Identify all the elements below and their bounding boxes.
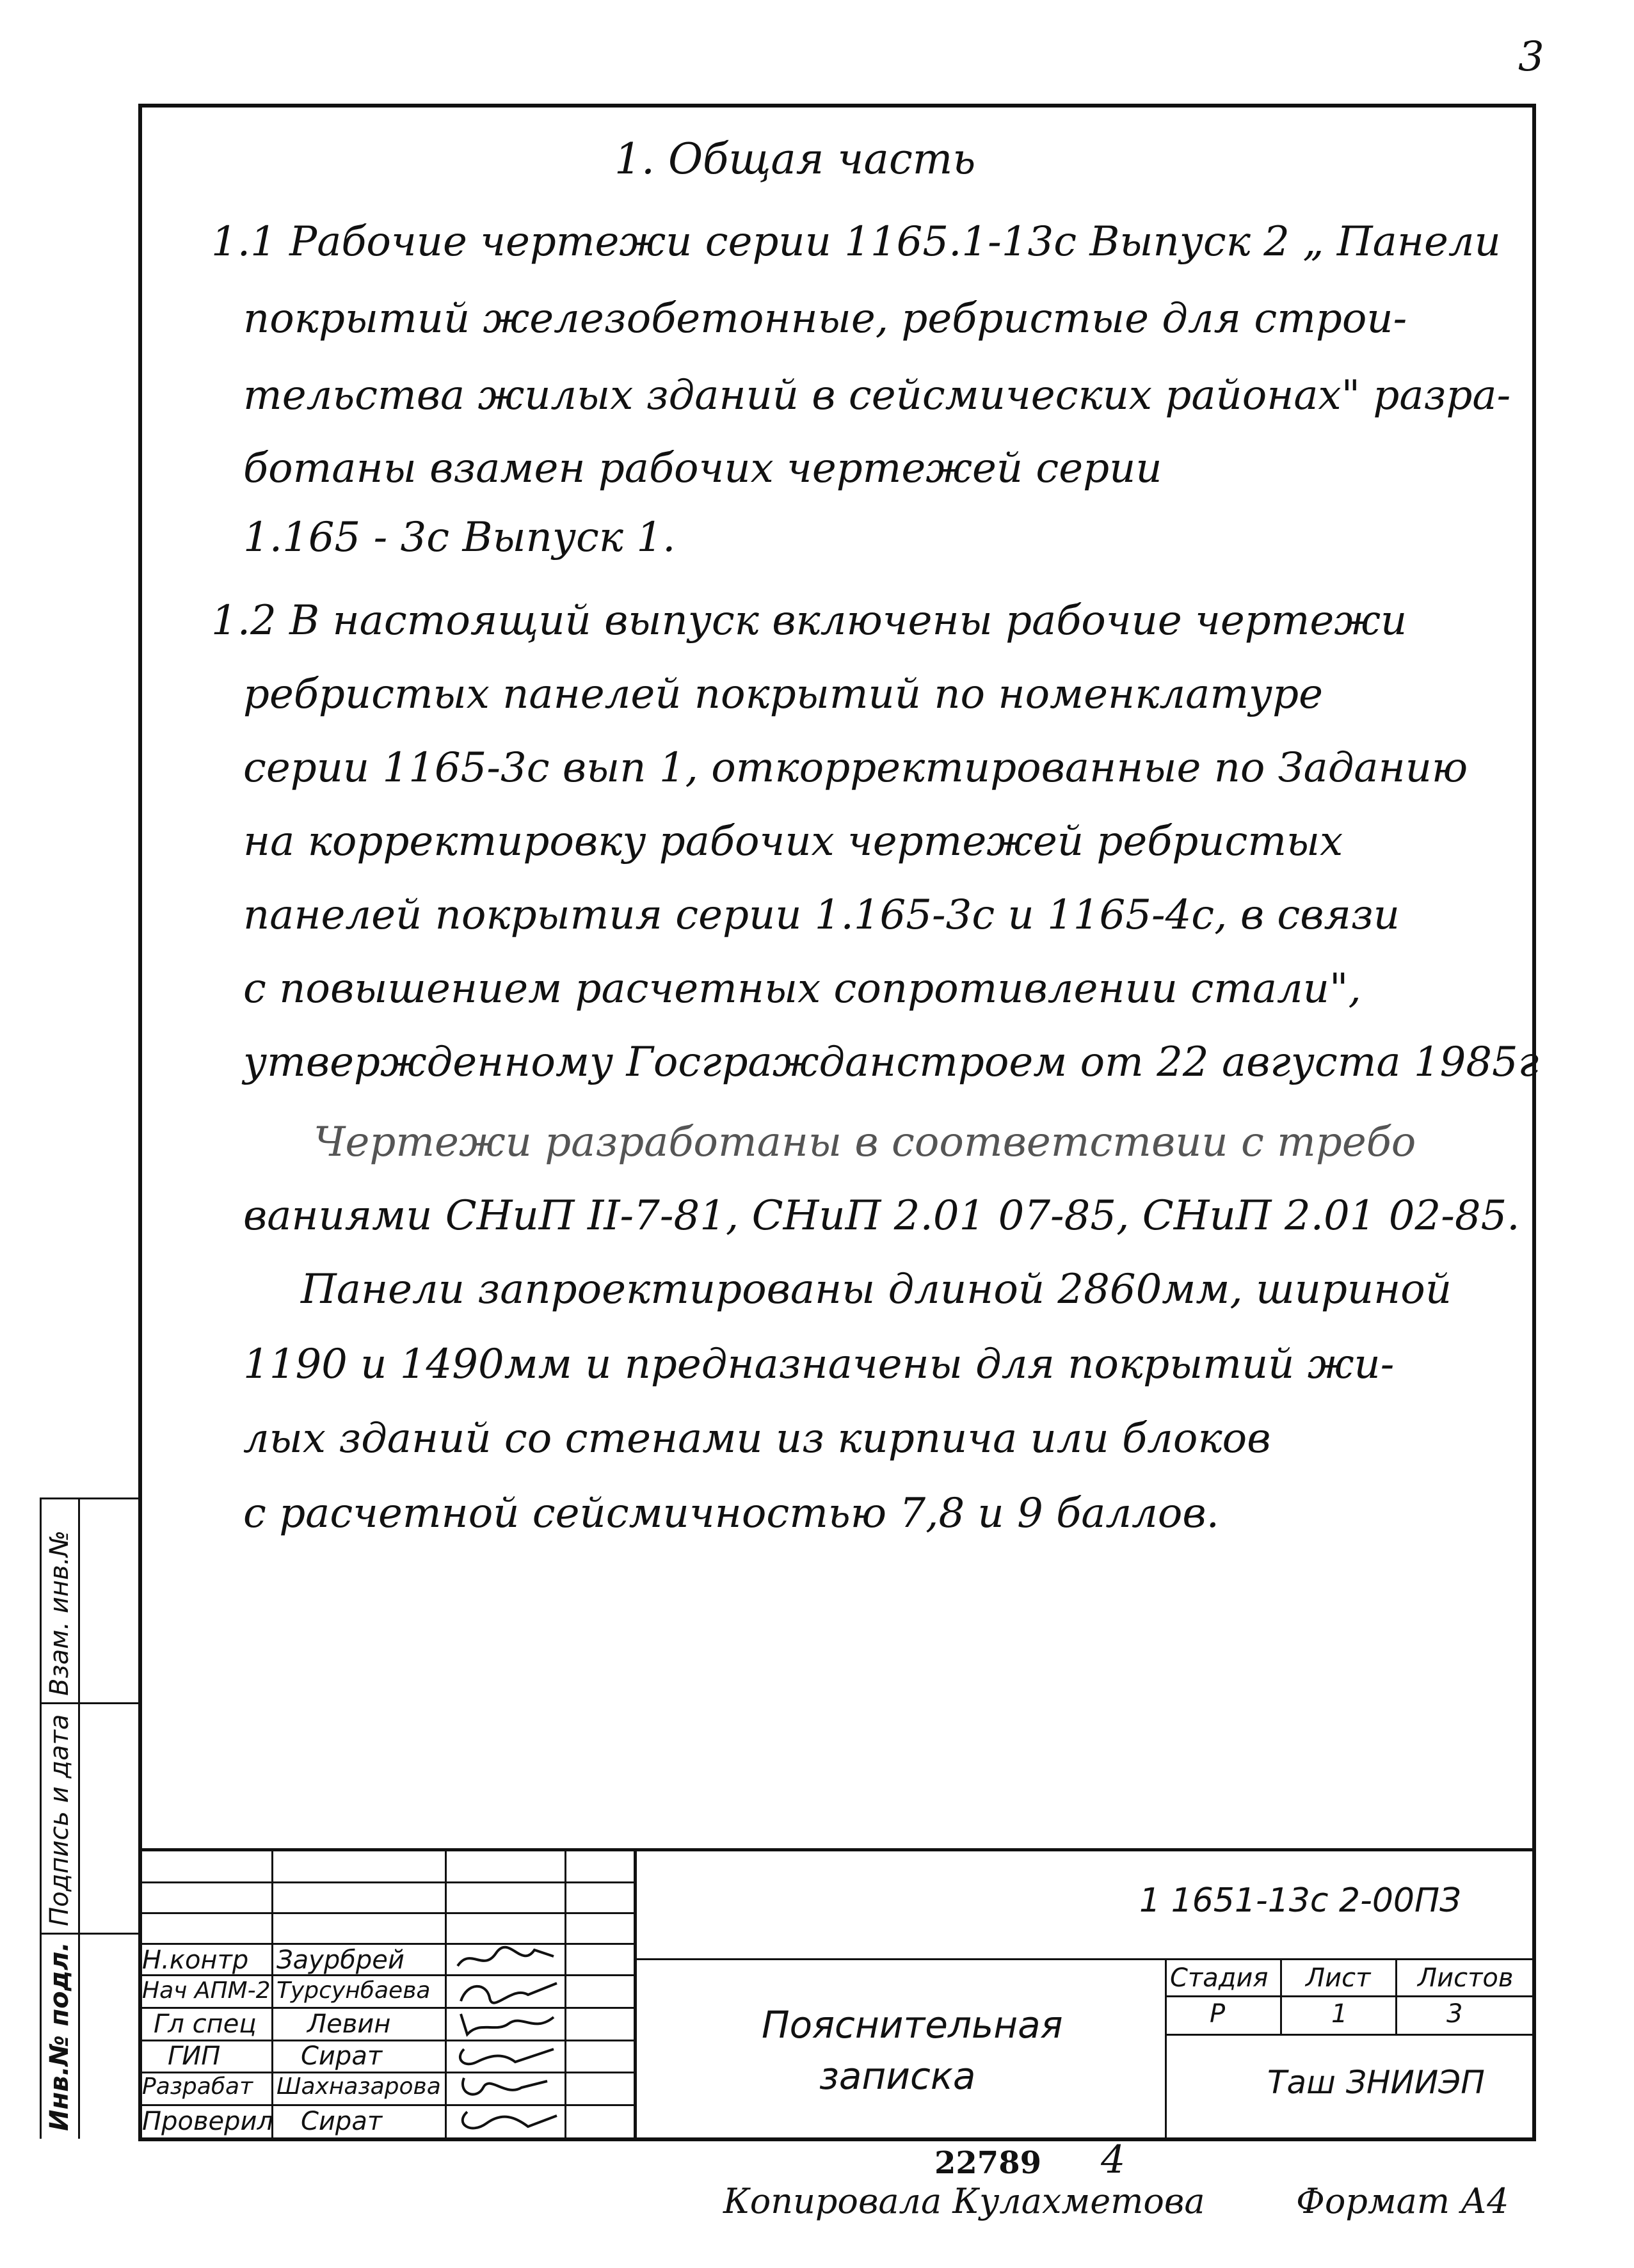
- body-line: с расчетной сейсмичностью 7,8 и 9 баллов.: [243, 1490, 1219, 1537]
- grid-divider: [1165, 1958, 1167, 2141]
- body-line: ребристых панелей покрытий по номенклатуре: [243, 671, 1323, 718]
- footer-number-suffix: 4: [1101, 2137, 1126, 2182]
- body-line: ботаны взамен рабочих чертежей серии: [243, 445, 1162, 492]
- body-line: 1.165 - 3с Выпуск 1.: [243, 514, 676, 561]
- signature-3: [451, 2008, 560, 2040]
- name-cell: Левин: [307, 2009, 391, 2039]
- document-code: 1 1651-13с 2-00ПЗ: [1139, 1881, 1461, 1920]
- name-cell: Сират: [301, 2041, 383, 2071]
- footer-format: Формат А4: [1296, 2181, 1509, 2221]
- page-number: 3: [1518, 33, 1544, 81]
- side-stamp-border: [40, 1497, 42, 2139]
- sheets-label: Листов: [1418, 1963, 1514, 1993]
- stage-label: Стадия: [1170, 1963, 1269, 1993]
- body-line: серии 1165-3с вып 1, откорректированные по Заданию: [243, 744, 1468, 792]
- table-divider: [271, 1848, 273, 2141]
- body-line: утвержденному Госгражданстроем от 22 августа 1985г: [243, 1039, 1539, 1086]
- side-stamp-divider: [78, 1497, 80, 2139]
- role-cell: Гл спец: [154, 2009, 257, 2039]
- grid-line: [1165, 1995, 1536, 1997]
- role-cell: Нач АПМ-2: [142, 1977, 271, 2004]
- signature-6: [451, 2104, 560, 2136]
- body-line: Чертежи разработаны в соответствии с требо: [314, 1119, 1416, 1166]
- body-line: ваниями СНиП II-7-81, СНиП 2.01 07-85, СНиП 2.01 02-85.: [243, 1192, 1520, 1240]
- grid-line: [1165, 2034, 1536, 2036]
- code-row-line: [634, 1958, 1536, 1960]
- table-row-line: [138, 1881, 635, 1883]
- role-cell: ГИП: [168, 2041, 221, 2071]
- name-cell: Турсунбаева: [276, 1977, 431, 2004]
- side-label-vzam: Взам. инв.№: [45, 1530, 74, 1696]
- body-line: тельства жилых зданий в сейсмических районах" разра-: [243, 372, 1511, 419]
- table-divider: [565, 1848, 566, 2141]
- signature-2: [451, 1976, 560, 2008]
- table-row-line: [138, 2007, 635, 2009]
- body-line: 1190 и 1490мм и предназначены для покрытий жи-: [243, 1341, 1395, 1388]
- body-line: 1.2 В настоящий выпуск включены рабочие чертежи: [211, 597, 1407, 644]
- side-label-inv: Инв.№ подл.: [45, 1942, 74, 2131]
- side-stamp-divider: [40, 1933, 140, 1935]
- role-cell: Проверил: [142, 2107, 274, 2136]
- title-block-top-border: [138, 1848, 1536, 1851]
- table-row-line: [138, 1943, 635, 1945]
- signature-1: [451, 1944, 560, 1976]
- sheet-value: 1: [1331, 1999, 1348, 2029]
- role-cell: Разрабат: [142, 2073, 253, 2100]
- body-line: покрытий железобетонные, ребристые для строи-: [243, 295, 1407, 342]
- body-line: на корректировку рабочих чертежей ребристых: [243, 818, 1343, 865]
- side-label-podpis: Подпись и дата: [45, 1714, 74, 1926]
- name-cell: Шахназарова: [276, 2073, 441, 2100]
- body-line: Панели запроектированы длиной 2860мм, шириной: [301, 1266, 1452, 1313]
- body-line: лых зданий со стенами из кирпича или блоков: [243, 1415, 1271, 1462]
- table-divider: [634, 1848, 637, 2141]
- table-row-line: [138, 2104, 635, 2106]
- section-heading: 1. Общая часть: [614, 134, 976, 184]
- table-divider: [445, 1848, 447, 2141]
- stage-value: Р: [1210, 1999, 1226, 2029]
- document-title-line1: Пояснительная: [762, 2003, 1063, 2047]
- name-cell: Сират: [301, 2107, 383, 2136]
- footer-number: 22789: [934, 2145, 1041, 2181]
- document-title-line2: записка: [819, 2054, 976, 2098]
- sheet-label: Лист: [1306, 1963, 1371, 1993]
- role-cell: Н.контр: [142, 1945, 249, 1975]
- organization: Таш ЗНИИЭП: [1267, 2064, 1485, 2101]
- sheets-value: 3: [1446, 1999, 1463, 2029]
- body-line: 1.1 Рабочие чертежи серии 1165.1-13с Выпуск 2 „ Панели: [211, 218, 1501, 266]
- signature-5: [451, 2072, 560, 2104]
- side-stamp-border: [40, 1497, 140, 1499]
- name-cell: Заурбрей: [276, 1945, 404, 1975]
- body-line: панелей покрытия серии 1.165-3с и 1165-4с, в связи: [243, 891, 1400, 939]
- table-row-line: [138, 1912, 635, 1914]
- footer-copied-by: Копировала Кулахметова: [723, 2181, 1205, 2221]
- side-stamp-divider: [40, 1702, 140, 1704]
- body-line: с повышением расчетных сопротивлении стали",: [243, 965, 1361, 1012]
- signature-4: [451, 2040, 560, 2072]
